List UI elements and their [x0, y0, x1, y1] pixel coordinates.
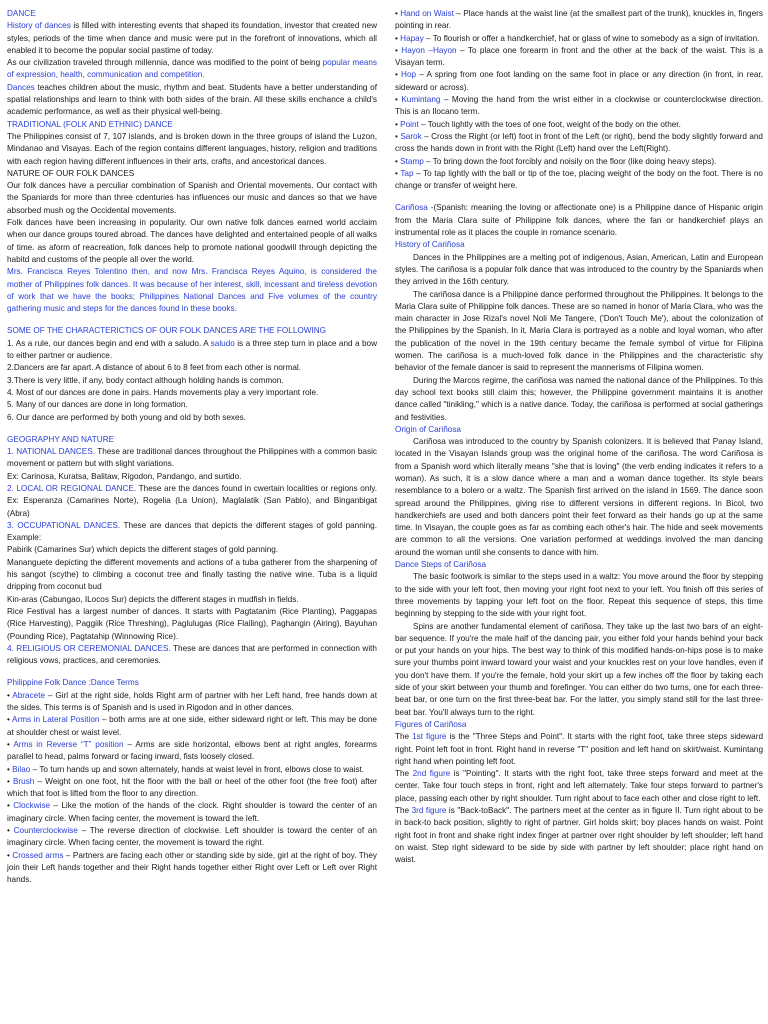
term-item: • Hayon –Hayon – To place one forearm in front and the other at the back of the waist. This is a Visayan term. — [395, 45, 763, 68]
term-item: • Abracete – Girl at the right side, holds Right arm of partner with her Left hand, free hands down at the sides. This terms is of Spanish and is used in Rigodon and in other dances. — [7, 690, 377, 713]
geography-detail: Kin-aras (Cabungao, ILocos Sur) depicts the different stages in mudfish in fields. — [7, 594, 299, 604]
term-item: • Hand on Waist – Place hands at the waist line (at the smallest part of the trunk), knuckles in, fingers pointing in rear. — [395, 9, 763, 31]
religious-dances-term: RELIGIOUS OR CEREMONIAL DANCES. — [16, 643, 171, 653]
occupational-dances-term: OCCUPATIONAL DANCES. — [17, 520, 121, 530]
aquino-paragraph: Mrs. Francisca Reyes Tolentino then, and now Mrs. Francisca Reyes Aquino, is considered the mother of Philippines folk dances. It was because of her interest, skill, incessant and tireless devotion of work that we have the books; Philippines National Dances and Five volumes of the country gathering music and steps for the dances found in these books. — [7, 267, 377, 314]
dance-terms-heading: Philippine Folk Dance :Dance Terms — [7, 678, 139, 688]
term-name: Point — [400, 119, 419, 129]
term-item: • Hop – A spring from one foot landing on the same foot in place or any direction (in front, in rear, sideward or across). — [395, 70, 763, 92]
history-blue-2: popular means of expression, health, communication and competition. — [7, 58, 377, 80]
term-item: • Kumintang – Moving the hand from the wrist either in a clockwise or counterclockwise direction. This is an Ilocano term. — [395, 95, 763, 117]
term-name: Abracete — [12, 690, 46, 700]
carinosa-intro — [395, 202, 763, 239]
carinosa-text: -(Spanish: meaning the loving or affectionate one) is a Philippine dance of Hispanic origin from the Maria Clara suite of Philippine folk dances, where the fan or handkerchief plays an instrumental role as it places the couple in romance scenario. — [395, 203, 763, 238]
traditional-heading: TRADITIONAL (FOLK AND ETHNIC) DANCE — [7, 119, 173, 129]
nature-heading: NATURE OF OUR FOLK DANCES — [7, 168, 135, 178]
characteristic-item — [7, 338, 377, 363]
term-definition: – both arms are at one side, either sideward right or left. This may be done at shoulder chest or waist level. — [7, 715, 377, 737]
term-name: Clockwise — [13, 801, 51, 811]
left-column — [7, 8, 377, 886]
nature-paragraph-1: Our folk dances have a perculiar combination of Spanish and Oriental movements. Our contact with the Spaniards for more than three cdenturies has influences our music and dances so that we have absorbed mush og the Occidental movements. — [7, 181, 377, 215]
carinosa-steps-heading: Dance Steps of Cariñosa — [395, 560, 487, 570]
characteristics-heading: SOME OF THE CHARACTERICTICS OF OUR FOLK DANCES ARE THE FOLLOWING — [7, 326, 327, 336]
term-definition: – Girl at the right side, holds Right arm of partner with her Left hand, free hands down at the sides. This terms is of Spanish and is used in Rigodon and in other dances. — [7, 690, 377, 713]
history-paragraph-1 — [7, 20, 377, 57]
term-definition: – Partners are facing each other or standing side by side, girl at the right of boy. They join their Left hands together and their Right hands together either Right over Left or Left over Right hands. — [7, 850, 377, 885]
figure-2-paragraph — [395, 768, 763, 805]
geography-item-1 — [7, 446, 377, 471]
geography-detail: Pabirik (Camarines Sur) which depicts the different stages of gold panning. — [7, 545, 279, 555]
dance-heading: DANCE — [7, 9, 36, 18]
local-dance-term: LOCAL OR REGIONAL DANCE. — [16, 483, 137, 493]
characteristic-item: 5. Many of our dances are done in long formation. — [7, 400, 188, 410]
dances-text: teaches children about the music, rhythm and beat. Students have a better understanding of spatial relationships and learn to think with both sides of the brain. All these skills enchance a child's academic performance, as well as their physical well-being. — [7, 82, 377, 117]
characteristic-item: 2.Dancers are far apart. A distance of about 6 to 8 feet from each other is normal. — [7, 363, 302, 373]
term-item: • Hapay – To flourish or offer a handkerchief, hat or glass of wine to somebody as a sign of invitation. — [395, 33, 760, 43]
figure-prefix: The — [395, 732, 413, 742]
geography-item-2 — [7, 483, 377, 520]
term-name: Arms in Reverse “T” position — [13, 739, 124, 749]
figure-text: is "Back-toBack". The partners meet at the center as in figure II. Turn right about to be in back-to back position, slightly to right of partner. Girl holds skirt; boy places hands on waist. Point right foot in front and shake right index finger at partner over right shoulder by left shoulder; left hand on waist. Step right sideward to be side by side with partner by left shoulder; place right hand on waist. — [395, 806, 763, 865]
term-name: Counterclockwise — [13, 826, 78, 835]
figure-prefix: The — [395, 769, 413, 779]
figure-text: is "Pointing". It starts with the right foot, take three steps forward and meet at the center. Take four touch steps in front, right and left alternately. Take four steps forward to partner's place, passing each other by right shoulder. Turn right about to face each other and close right to left. — [395, 769, 763, 803]
carinosa-origin-paragraph: Cariñosa was introduced to the country by Spanish colonizers. It is believed that Panay Island, located in the Visayan Islands group was the original home of the cariñosa. The word Cariñosa is from a Spanish word which literally means "she that is loving" (the verb ending indicates it refers to a woman). As such, it is a slow dance where a man and a woman dance together. Its style bears resemblance to a bolero or a waltz. The Spanish first arrived on the island in 1569. The dance soon spread around the Philippines, giving rise to different versions in different regions. In Bicol, two handkerchiefs are used and both dancers point their feet forward as their hands go up at the same time. In Visayan, the couple goes as far as combing each other's hair. The hide and seek movements are common to all the versions. One variation performed at weddings involved the man dancing around the woman until she consents to dance with him. — [395, 437, 763, 557]
figure-1-paragraph — [395, 731, 763, 768]
geography-detail: Mananguete depicting the different movements and actions of a tuba gatherer from the sharpening of his sangot (scythe) to climbing a coconut tree and finally tasting the native wine. Tuba is a liquid dripping from coconut bud — [7, 557, 377, 592]
term-name: Hayon –Hayon — [401, 45, 457, 55]
term-definition: – To turn hands up and sown alternately, hands at waist level in front, elbows close to waist. — [30, 764, 365, 774]
traditional-paragraph: The Philippines consist of 7, 107 islands, and is broken down in the three groups of island the Luzon, Mindanao and Visayas. Each of the region contains different languages, history, religion and traditions with each region having different influences in their arts, crafts, and ancestorical dances. — [7, 131, 377, 166]
term-item: • Point – Touch lightly with the toes of one foot, weight of the body on the other. — [395, 119, 681, 129]
carinosa-origin-heading: Origin of Cariñosa — [395, 424, 461, 434]
characteristic-item: 3.There is very little, if any, body contact although holding hands is common. — [7, 375, 284, 385]
item-number: 3. — [7, 520, 18, 530]
term-name: Crossed arms — [12, 850, 64, 860]
figure-prefix: The — [395, 806, 412, 815]
term-definition: – A spring from one foot landing on the same foot in place or any direction (in front, in rear, sideward or across). — [395, 70, 763, 92]
term-item: • Brush – Weight on one foot, hit the floor with the ball or heel of the other foot (the free foot) after which that foot is lifted from the floor to any direction. — [7, 776, 377, 799]
nature-paragraph-2: Folk dances have been increasing in popularity. Our own native folk dances earned world acclaim when our dance groups toured abroad. The dances have delighted and entertained people of all walks of time. as aform of reacreation, folk dances help to promote national goodwill through depicting the habitd and customs of the people all over the world. — [7, 218, 377, 264]
carinosa-history-heading: History of Cariñosa — [395, 240, 465, 250]
term-name: Brush — [12, 776, 35, 786]
term-definition: – Touch lightly with the toes of one foot, weight of the body on the other. — [418, 119, 681, 129]
term-item: • Clockwise – Like the motion of the hands of the clock. Right shoulder is toward the center of an imaginary circle. When facing center, the movement is toward the left. — [7, 801, 377, 823]
history-text-2: As our civilization traveled through millennia, dance was modified to the point of being — [7, 58, 323, 68]
geography-example: Ex: Carinosa, Kuratsa, Balitaw, Rigodon, Pandango, and surtido. — [7, 471, 242, 481]
term-name: Stamp — [400, 156, 424, 166]
term-definition: – To place one forearm in front and the other at the back of the waist. This is a Visayan term. — [395, 45, 763, 68]
term-name: Hapay — [400, 33, 424, 43]
term-definition: – Arms are side horizontal, elbows bent at right angles, forearms parallel to head, palms forward or facing inward, fists loosely closed. — [7, 739, 377, 762]
term-name: Tap — [400, 168, 414, 178]
term-item: • Arms in Reverse “T” position – Arms are side horizontal, elbows bent at right angles, forearms parallel to head, palms forward or facing inward, fists loosely closed. — [7, 739, 377, 762]
term-item: • Arms in Lateral Position – both arms are at one side, either sideward right or left. This may be done at shoulder chest or waist level. — [7, 715, 377, 737]
figure-1-term: 1st figure — [412, 732, 447, 742]
term-name: Hand on Waist — [400, 9, 454, 18]
term-definition: – To tap lightly with the ball or tip of the toe, placing weight of the body on the foot. There is no change or transfer of weight here. — [395, 168, 763, 191]
geography-heading: GEOGRAPHY AND NATURE — [7, 434, 115, 444]
history-term: History of dances — [7, 21, 71, 31]
term-definition: – Place hands at the waist line (at the smallest part of the trunk), knuckles in, fingers pointing in rear. — [395, 9, 763, 31]
geography-item-3 — [7, 520, 377, 545]
term-definition: – The reverse direction of clockwise. Left shoulder is toward the center of an imaginary circle. When facing center, the movement is toward the right. — [7, 826, 377, 848]
carinosa-term: Cariñosa — [395, 203, 428, 213]
figure-3-paragraph — [395, 805, 763, 866]
term-definition: – Weight on one foot, hit the floor with the ball or heel of the other foot (the free foot) after which that foot is lifted from the floor to any direction. — [7, 776, 377, 799]
geography-text: These are the dances found in cwertain localities or regions only. Ex: Esperanza (Camarines Norte), Rogelia (La Union), Maglalatik (San Pablo), and Binganbigat (Abra) — [7, 483, 377, 518]
term-definition: – To flourish or offer a handkerchief, hat or glass of wine to somebody as a sign of invitation. — [423, 33, 760, 43]
carinosa-steps-paragraph-1: The basic footwork is similar to the steps used in a waltz: You move around the floor by stepping to the side with your left foot, then moving your right foot next to your left. You finish off this series of three movements by tapping your left foot on the floor. Repeat this sequence of steps, this time beginning by stepping to the side with your right foot. — [395, 572, 763, 619]
term-item: • Stamp – To bring down the foot forcibly and noisily on the floor (like doing heavy steps). — [395, 156, 717, 166]
term-item: • Counterclockwise – The reverse direction of clockwise. Left shoulder is toward the center of an imaginary circle. When facing center, the movement is toward the right. — [7, 826, 377, 848]
term-name: Kumintang — [401, 95, 441, 105]
item-number: 4. — [7, 643, 17, 653]
characteristic-item: 4. Most of our dances are done in pairs. Hands movements play a very important role. — [7, 387, 319, 397]
history-text: is filled with interesting events that shaped its foundation, investor that created new styles, periods of the time when dance and music were put in the forefront of innovations, which all enabled it to become the popular social pastime of today. — [7, 21, 377, 55]
term-name: Bilao — [12, 764, 31, 774]
carinosa-steps-paragraph-2: Spins are another fundamental element of cariñosa. They take up the last two bars of an eight-bar sequence. If you're the male half of the dancing pair, you either fold your hands behind your back or put your hands on your hips. The best way to think of this modified hands-on-hips pose is to make sure your thumbs point inward toward your waist and your knuckles rest on your love handles, even if you don't have them. If you're the female, hold your skirt up a few inches off the floor by taking each side of your skirt between your thumb and forefinger. You can either do two turns, one for each three-beat bar, or one turn on the first three-beat bar. For the latter, you simply stand still for the last three-beat bar. You'll always turn to the right. — [395, 621, 763, 717]
geography-item-4 — [7, 643, 377, 668]
geography-text: These are traditional dances throughout the Philippines with a common basic movement or pattern but with slight variations. — [7, 447, 377, 469]
carinosa-history-paragraph-3: During the Marcos regime, the cariñosa was named the national dance of the Philippines. To this day school text books still claim this; however, the Philippine government maintains it is another dance called "tinikling," which is a native dance. Today, the cariñosa is performed at social gatherings and festivities. — [395, 375, 763, 422]
right-column — [395, 8, 763, 866]
term-definition: – Moving the hand from the wrist either in a clockwise or counterclockwise direction. This is an Ilocano term. — [395, 95, 763, 117]
geography-detail: Rice Festival has a largest number of dances. It starts with Pagtatanim (Rice Planting), Paggapas (Rice Harvesting), Paggiik (Rice Threshing), Paglulugas (Rice Flailing), Paghangin (Airing), Bayuhan (Pounding Rice), Pagtatahip (Winnowing Rice). — [7, 606, 377, 641]
term-item: • Tap – To tap lightly with the ball or tip of the toe, placing weight of the body on the foot. There is no change or transfer of weight here. — [395, 168, 763, 191]
geography-text: These are dances that are performed in connection with religious vows, practices, and ceremonies. — [7, 643, 377, 666]
national-dances-term: NATIONAL DANCES. — [16, 447, 95, 457]
term-item: • Bilao – To turn hands up and sown alternately, hands at waist level in front, elbows close to waist. — [7, 764, 365, 774]
term-definition: – To bring down the foot forcibly and noisily on the floor (like doing heavy steps). — [423, 156, 717, 166]
dances-term: Dances — [7, 82, 35, 92]
carinosa-history-paragraph-1: Dances in the Philippines are a melting pot of indigenous, Asian, American, Latin and European styles. The cariñosa is a popular folk dance that was introduced to the country by the Spaniards when they arrived in the 16th century. — [395, 252, 763, 287]
figure-3-term: 3rd figure — [411, 806, 447, 815]
item-number: 2. — [7, 483, 17, 493]
characteristic-item: 6. Our dance are performed by both young and old by both sexes. — [7, 412, 246, 422]
saludo-term: saludo — [210, 338, 235, 348]
term-name: Hop — [401, 70, 417, 80]
carinosa-history-paragraph-2: The cariñosa dance is a Philippine dance performed throughout the Philippines. It belongs to the Maria Clara suite of Philippine folk dances. These are so named in honor of Maria Clara, who was the main character in Jose Rizal's novel Noli Me Tangere, ('Don't Touch Me'), about the colonization of the Philippines by the Spanish. In it, Maria Clara is portrayed as a noble and loyal woman, who after the publication of the novel in the 19th century became the female symbol of virtue for Filipina women. The cariñosa is a much-loved folk dance in the Philippines and the characteristic shy behavior of the female dancer is said to represent the mannerisms of Filipina women. — [395, 289, 763, 373]
carinosa-figures-heading: Figures of Cariñosa — [395, 719, 467, 729]
geography-text: These are dances that depicts the different stages of gold panning. Example: — [7, 520, 377, 543]
term-name: Arms in Lateral Position — [12, 715, 100, 725]
figure-text: is the "Three Steps and Point". It starts with the right foot, take three steps sideward right. Point left foot in front. Right hand in reverse "T" position and left hand on skirt/waist. Kumintang right hand when pointing left foot. — [395, 732, 763, 766]
history-paragraph-2 — [7, 57, 377, 82]
term-definition: – Cross the Right (or left) foot in front of the Left (or right), bend the body slightly forward and cross the hands down in front with the Right (Left) hand over the Left(Right). — [395, 131, 763, 154]
history-paragraph-3 — [7, 82, 377, 119]
characteristic-text: 1. As a rule, our dances begin and end with a saludo. A — [7, 338, 211, 348]
term-definition: – Like the motion of the hands of the clock. Right shoulder is toward the center of an imaginary circle. When facing center, the movement is toward the left. — [7, 801, 377, 823]
characteristic-text: is a three step turn in place and a bow to either partner or audience. — [7, 338, 378, 361]
term-name: Sarok — [400, 131, 422, 141]
term-item: • Crossed arms – Partners are facing each other or standing side by side, girl at the right of boy. They join their Left hands together and their Right hands together either Right over Left or Left over Right hands. — [7, 850, 377, 885]
term-item: • Sarok – Cross the Right (or left) foot in front of the Left (or right), bend the body slightly forward and cross the hands down in front with the Right (Left) hand over the Left(Right). — [395, 131, 763, 154]
item-number: 1. — [7, 447, 17, 457]
figure-2-term: 2nd figure — [412, 769, 451, 779]
